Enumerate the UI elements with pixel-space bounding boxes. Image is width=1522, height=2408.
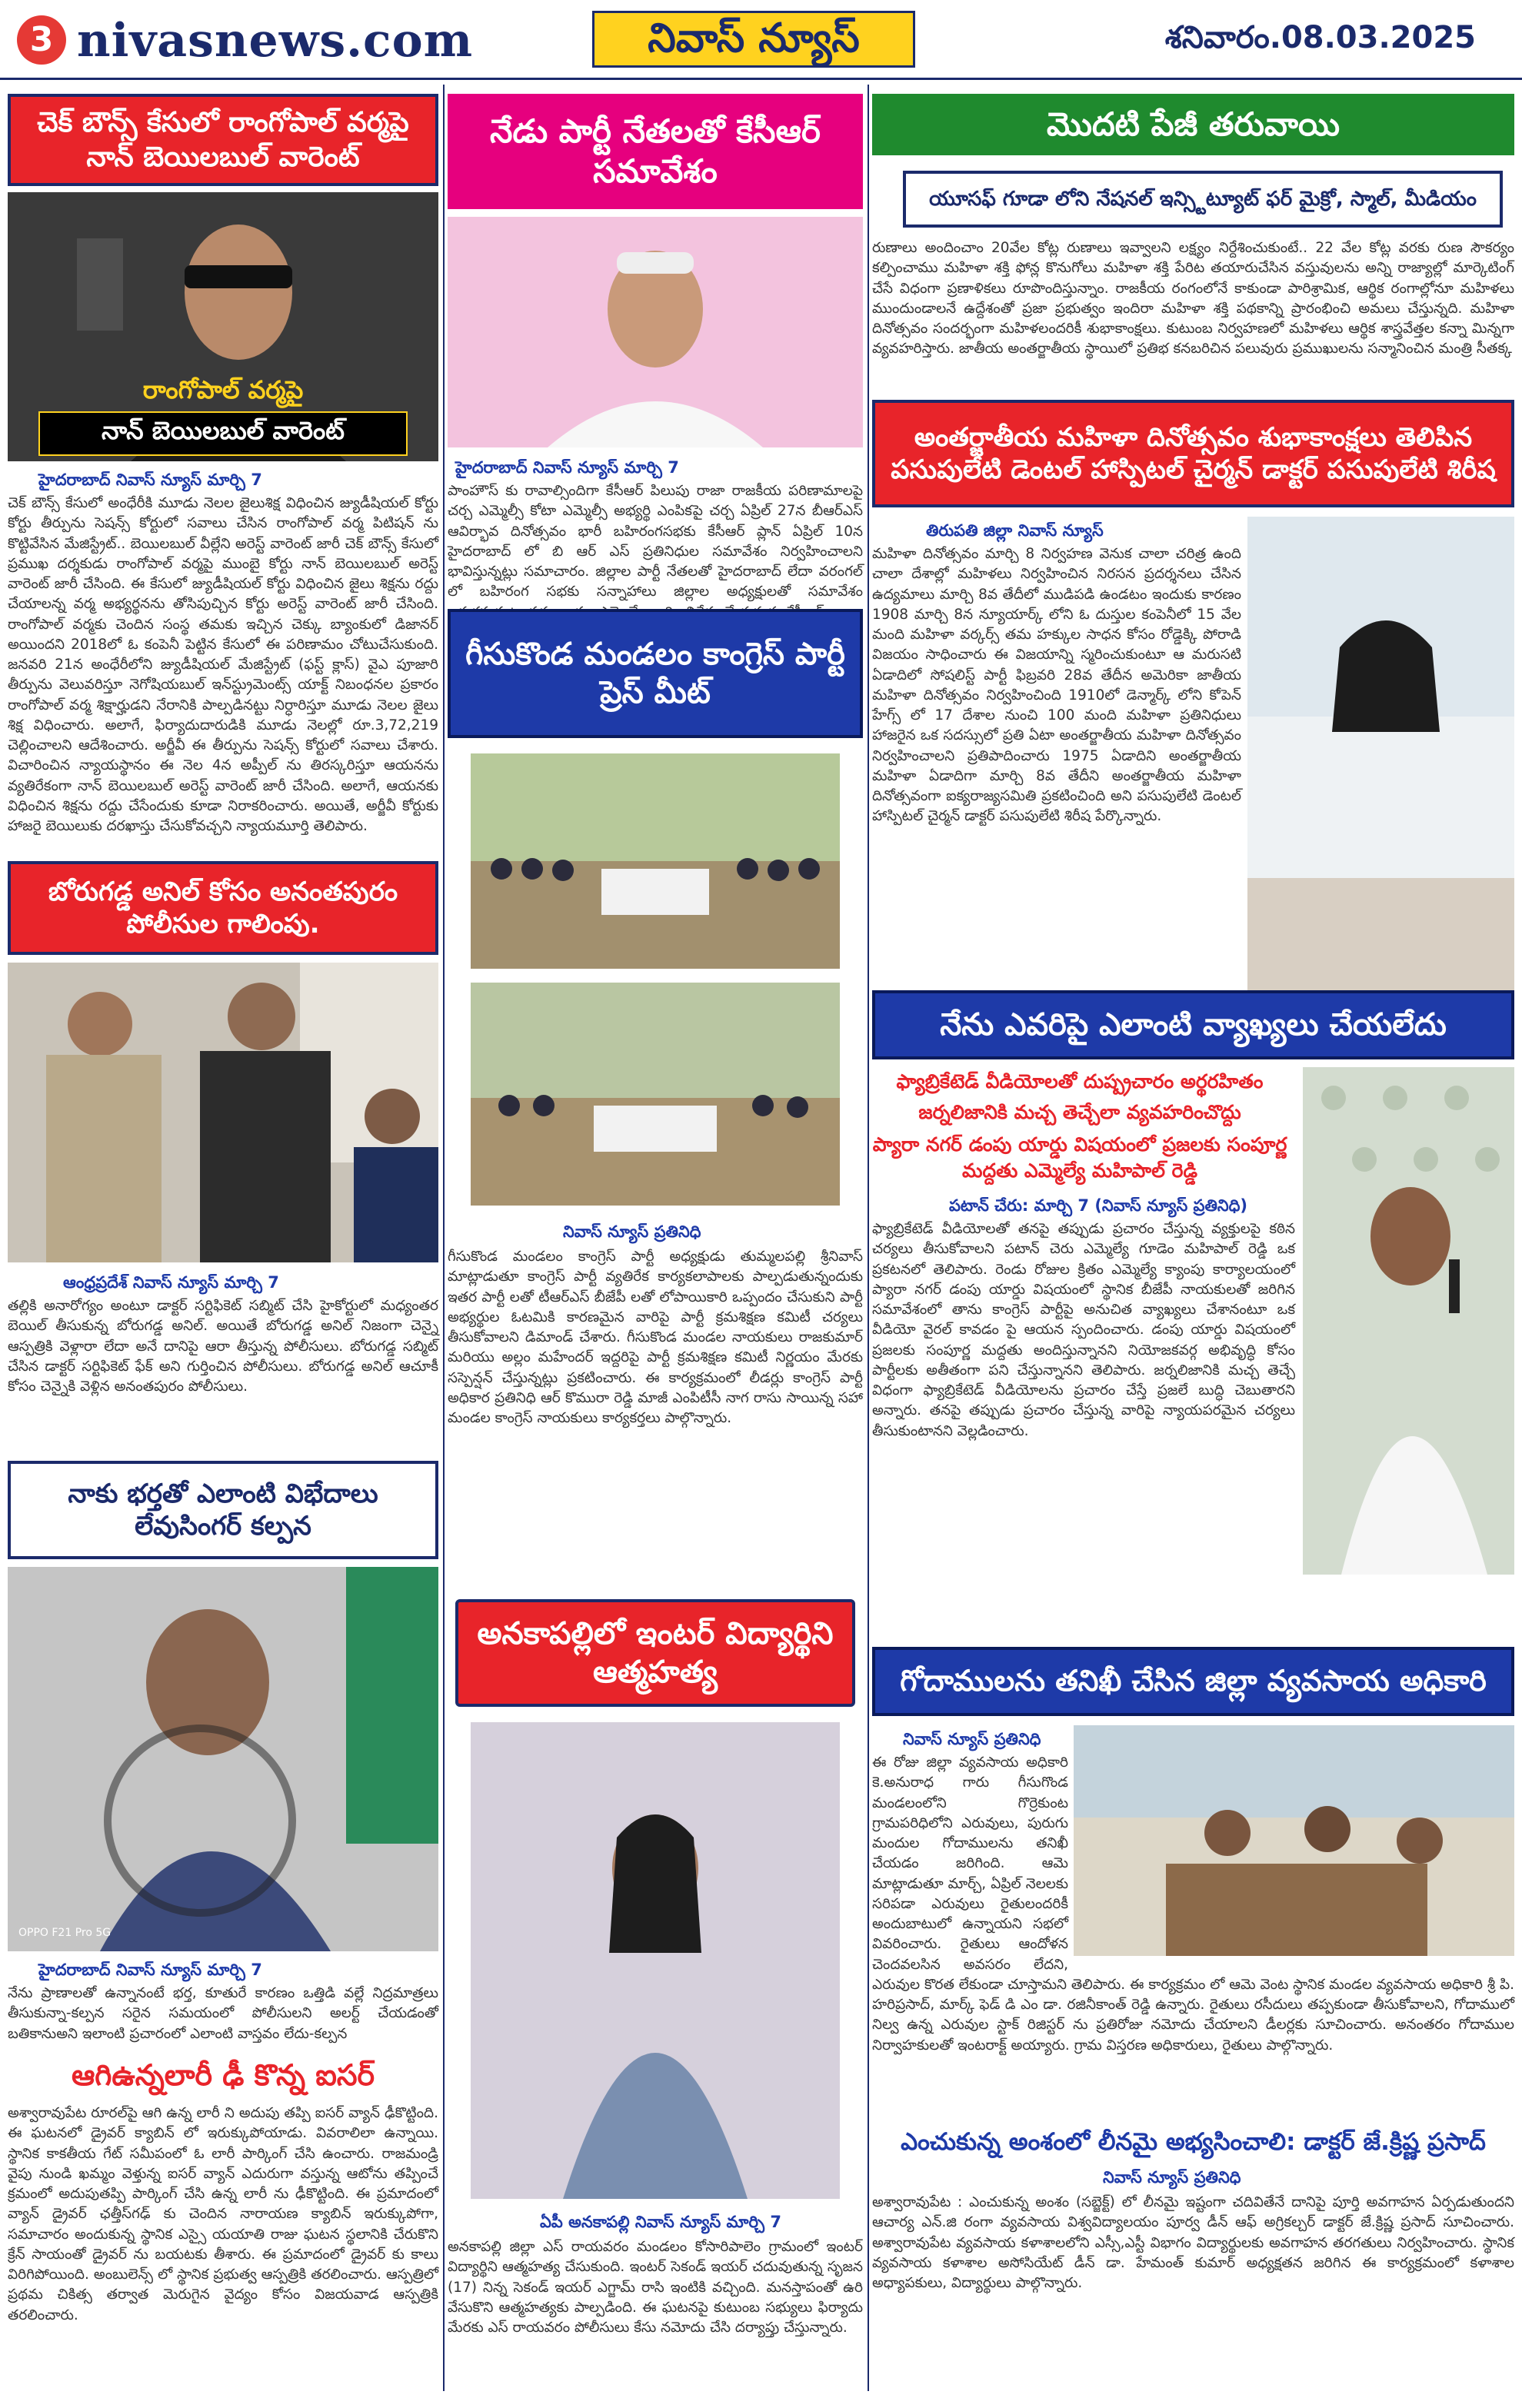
story-borugadda	[8, 861, 438, 1461]
hospital-photo-icon	[8, 1567, 438, 1951]
news-photo	[1247, 517, 1514, 993]
site-name[interactable]: nivasnews.com	[77, 14, 474, 68]
story-body: పాంహౌస్ కు రావాల్సిందిగా కేసీఆర్ పిలుపు రాజా రాజకీయ పరిణామాలపై చర్చ ఎమ్మెల్సీ కోటా ఎమ్మెల్సీ అభ్యర్థి ఎంపికపై చర్చ ఏప్రిల్ 27న బీఆర్ఎస్ ఆవిర్భావ దినోత్సవం భారీ బహిరంగసభకు కేసీఆర్ ప్లాన్ ఏప్రిల్ 10న హైదరాబాద్ లో బి ఆర్ ఎస్ ప్రతినిధుల సమావేశం నిర్వహించాలని భావిస్తున్నట్లు సమాచారం. జిల్లాల పార్టీ నేతలతో హైదరాబాద్ లేదా వరంగల్ లో బహిరంగ సభకు సన్నాహాలు జిల్లాల అధ్యక్షులతో సమావేశం	[448, 483, 863, 600]
story-kcr-meeting	[448, 94, 863, 601]
story-seethakka	[872, 94, 1514, 409]
headline[interactable]: గోదాములను తనిఖీ చేసిన జిల్లా వ్యవసాయ అధికారి	[872, 1647, 1514, 1716]
news-photo	[8, 192, 438, 461]
dateline: ఏపీ అనకాపల్లి నివాస్ న్యూస్ మార్చి 7	[540, 2213, 781, 2231]
sub-headline: ఎంచుకున్న అంశంలో లీనమై అభ్యసించాలి: డాక్టర్ జే.క్రిష్ణ ప్రసాద్	[901, 2128, 1486, 2156]
story-body: చెక్ బౌన్స్ కేసులో అంధేరీకి మూడు నెలల జైలుశిక్ష విధించిన జ్యుడీషియల్ కోర్టు కోర్టు తీర్పును సెషన్స్ కోర్టులో సవాలు చేసిన రాంగోపాల్ వర్మ పిటిషన్ ను కొట్టివేసిన మేజిస్ట్రేట్.. బెయిలబుల్ వీల్లేని అరెస్ట్ వారెంట్ జారీ చెక్ బౌన్స్ కేసులో ప్రముఖ దర్శకుడు రాంగోపాల్ వర్మపై ముంబై కోర్టు నాన్ బెయిలబుల్ అరెస్ట్ వారెంట్ జారీ చేసింది. ఈ కేసులో జ్యుడీషియల్ కోర్టు విధించిన జైలు శిక్షను రద్దు చేయాలన్న వర్మ అభ్యర్థనను తోసిపుచ్చిన కోర్టు అరెస్ట్ వారెంట్ జారీ చేసింది. రాంగోపాల్ వర్మకు చెందిన సంస్థ తమకు ఇచ్చిన చెక్కు బ్యాంకులో డిజానర్ అయిందని 2018లో ఓ కంపెనీ పెట్టిన కేసులో ఈ పరిణామం చోటుచేసుకుంది. జనవరి 21న అంధేరీలోని జ్యుడీషియల్ మేజిస్ట్రేట్ (ఫస్ట్ క్లాస్) వైఎ పూజారి తీర్పును వెలువరిస్తూ నెగోషియబుల్ ఇన్‌స్ట్రుమెంట్స్ యాక్ట్ నిబంధనల ప్రకారం రాంగోపాల్ వర్మ శిక్షార్హుడని నేరానికి పాల్పడినట్టు నిర్ధారిస్తూ మూడు నెలల జైలు శిక్ష విధించారు. అలాగే, ఫిర్యాదుదారుడికి మూడు నెలల్లో రూ.3,72,219 చెల్లించాలని ఆదేశించారు. అర్జీవీ ఈ తీర్పును సెషన్స్ కోర్టులో సవాలు చేశారు. విచారించిన న్యాయస్థానం ఈ నెల 4న అప్పీల్ ను తిరస్కరిస్తూ ఆయనను వ్యతిరేకంగా నాన్ బెయిలబుల్ అరెస్ట్ వారెంట్ జారీ చేసింది. అలాగే, ఆయనకు విధించిన శిక్షను రద్దు చేసేందుకు కూడా నిరాకరించారు. అయితే, అర్జీవీ కోర్టుకు హాజరై బెయిలుకు దరఖాస్తు చేసుకోవచ్చని న్యాయమూర్తి తెలిపారు.	[8, 495, 438, 835]
dateline: నివాస్ న్యూస్ ప్రతినిధి	[563, 1222, 701, 1241]
headline[interactable]: అంతర్జాతీయ మహిళా దినోత్సవం శుభాకాంక్షలు తెలిపిన పసుపులేటి డెంటల్ హాస్పిటల్ చైర్మన్ డాక్టర్ పసుపులేటి శిరీష	[872, 400, 1514, 507]
story-body: మహిళా దినోత్సవం మార్చి 8 నిర్వహణ వెనుక చాలా చరిత్ర ఉంది చాలా దేశాల్లో మహిళలు నిర్వహించిన నిరసన ప్రదర్శనలు చేసిన ఉద్యమాలు మార్చి 8వ తేదీలో ముడిపడి ఉండటం ఇందుకు కారణం 1908 మార్చి 8న న్యూయార్క్ లోని ఓ దుస్తుల కంపెనీలో 15 వేల మంది మహిళా వర్కర్స్ తమ హక్కుల సాధన కోసం రోడ్డెక్కి పోరాడి విజయం సాధించారు ఈ విజయాన్ని స్మరించుకుంటూ ఆ మరుసటి ఏడాదిలో సోషలిస్ట్ పార్టీ ఫిబ్రవరి 28వ తేదీన అమెరికా జాతీయ మహిళా దినోత్సవం నిర్వహించింది 1910లో డెన్మార్క్ లోని కోపెన్ హేగ్స్ లో 17 దేశాల నుంచి 100 మంది మహిళా ప్రతినిధులు హాజరైన ఒక సదస్సులో ప్రతి ఏటా అంతర్జాతీయ మహిళా దినోత్సవం నిర్వహించాలని ప్రతిపాదించారు 1975 ఏడాదిని అంతర్జాతీయ మహిళా ఏడాదిగా మార్చి 8వ తేదీని అంతర్జాతీయ మహిళా దినోత్సవంగా ఐక్యరాజ్యసమితి ప్రకటించింది అని పసుపులేటి డెంటల్ హాస్పిటల్ చైర్మన్ డాక్టర్ పసుపులేటి శిరీష పేర్కొన్నారు.	[872, 546, 1241, 825]
headline[interactable]: యూసఫ్ గూడా లోని నేషనల్ ఇన్స్టిట్యూట్ ఫర్ మైక్రో, స్మాల్, మీడియం	[903, 171, 1503, 228]
story-body: నేను ప్రాణాలతో ఉన్నానంటే భర్త, కూతురే కారణం ఒత్తిడి వల్లే నిద్రమాత్రలు తీసుకున్నా-కల్పన సరైన సమయంలో పోలీసులని అలర్ట్ చేయడంతో బతికానుఅని ఇలాంటి ప్రచారంలో ఎలాంటి వాస్తవం లేదు-కల్పన	[8, 1985, 438, 2042]
dateline: హైదరాబాద్ నివాస్ న్యూస్ మార్చి 7	[38, 471, 262, 489]
leader-photo-icon	[448, 217, 863, 447]
news-photo	[8, 1567, 438, 1951]
dateline: ఆంధ్రప్రదేశ్ నివాస్ న్యూస్ మార్చి 7	[63, 1273, 279, 1292]
news-photo	[8, 963, 438, 1262]
story-mahipal-reddy	[872, 990, 1514, 1667]
sub-headline: జర్నలిజానికి మచ్చ తెచ్చేలా వ్యవహరించొద్దు	[918, 1101, 1241, 1123]
story-body: ఫ్యాబ్రికేటెడ్ వీడియోలతో తనపై తప్పుడు ప్రచారం చేస్తున్న వ్యక్తులపై కఠిన చర్యలు తీసుకోవాలని పటాన్ చెరు ఎమ్మెల్యే గూడెం మహిపాల్ రెడ్డి ఒక ప్రకటనలో తెలిపారు. రెండు రోజుల క్రితం ఎమ్మెల్యే క్యాంపు కార్యాలయంలో ప్యారా నగర్ డంపు యార్డు విషయంలో స్థానిక బీజేపీ నాయకులతో జరిగిన సమావేశంలో తాను కాంగ్రెస్ పార్టీపై అనుచిత వ్యాఖ్యలు చేశానంటూ ఒక వీడియో వైరల్ కావడం పై ఆయన స్పందించారు. డంపు యార్డు విషయంలో ప్రజలకు సంపూర్ణ మద్దతు అందిస్తున్నానని నియోజకవర్గ అభివృద్ధి కోసం పార్టీలకు అతీతంగా పని చేస్తున్నానని తెలిపారు. జర్నలిజానికి మచ్చ తెచ్చే విధంగా ఫ్యాబ్రికేటెడ్ వీడియోలను ప్రచారం చేస్తే ప్రజలే బుద్ధి చెబుతారని అన్నారు. తనపై తప్పుడు ప్రచారం చేస్తున్న వారిపై న్యాయపరమైన చర్యలు తీసుకుంటానని వెల్లడించారు.	[872, 1221, 1295, 1439]
crowd-photo-icon	[471, 983, 840, 1206]
news-photo	[471, 753, 840, 969]
crowd-photo-icon	[471, 753, 840, 969]
headline[interactable]: గీసుకొండ మండలం కాంగ్రెస్ పార్టీ ప్రెస్ మీట్	[448, 609, 863, 738]
kicker-headline[interactable]: మొదటి పేజీ తరువాయి	[872, 94, 1514, 155]
dateline: నివాస్ న్యూస్ ప్రతినిధి	[1103, 2168, 1241, 2187]
story-body: తల్లికి అనారోగ్యం అంటూ డాక్టర్ సర్టిఫికెట్ సబ్మిట్ చేసి హైకోర్టులో మధ్యంతర బెయిల్ తీసుకున్న బోరుగడ్డ అనిల్. అయితే బోరుగడ్డ అనిల్ నిజంగా చెన్నై ఆస్పత్రికి వెళ్లారా లేదా అనే దానిపై ఆరా తీస్తున్న పోలీసులు. బోరుగడ్డ సబ్మిట్ చేసిన డాక్టర్ సర్టిఫికెట్ ఫేక్ అని గుర్తించిన పోలీసులు. బోరుగడ్డ అనిల్ ఆచూకీ కోసం చెన్నైకి వెళ్లిన అనంతపురం పోలీసులు.	[8, 1298, 438, 1395]
photo-watermark: OPPO F21 Pro 5G	[18, 1927, 112, 1939]
photo-spacer	[1068, 1753, 1514, 1961]
dateline: హైదరాబాద్ నివాస్ న్యూస్ మార్చి 7	[38, 1961, 262, 1979]
story-anakapalli	[448, 1599, 863, 2399]
story-rgv	[8, 94, 438, 870]
story-congress-pressmeet	[448, 609, 863, 1601]
paper-name-logo: నివాస్ న్యూస్	[592, 11, 915, 68]
news-photo	[448, 217, 863, 447]
story-lorry-accident	[8, 2054, 438, 2408]
headline[interactable]: చెక్ బౌన్స్ కేసులో రాంగోపాల్ వర్మపై నాన్ బెయిలబుల్ వారెంట్	[8, 94, 438, 186]
headline[interactable]: ఆగిఉన్నలారీ ఢీ కొన్న ఐసర్	[8, 2054, 438, 2097]
photo-caption-line1: రాంగోపాల్ వర్మపై	[142, 375, 304, 404]
story-agri-officer	[872, 1647, 1514, 2406]
story-body: గీసుకొండ మండలం కాంగ్రెస్ పార్టీ అధ్యక్షుడు తుమ్మలపల్లి శ్రీనివాస్ మాట్లాడుతూ కాంగ్రెస్ పార్టీ వ్యతిరేక కార్యకలాపాలకు పాల్పడుతున్నందుకు ఇతర పార్టీ లతో టీఆర్ఎస్ బీజేపీ లతో లోపాయికారి ఒప్పందం చేసుకుని పార్టీ అభ్యర్థుల ఓటమికి కారణమైన వారిపై పార్టీ క్రమశిక్షణ కమిటీ చర్యలు తీసుకోవాలని డిమాండ్ చేశారు. గీసుకొండ మండల నాయకులు రాజకుమార్ మరియు అల్లం మహేందర్ ఇద్దరిపై పార్టీ క్రమశిక్షణ కమిటీ నిర్ణయం మేరకు సస్పెన్షన్ చేస్తున్నట్లు ప్రకటించారు. ఈ కార్యక్రమంలో లీడర్లు కాంగ్రెస్ పార్టీ అధికార ప్రతినిధి ఆర్ కొమురా రెడ్డి మాజీ ఎంపిటీసీ నాగ రాసు సాయిన్న సహా మండల కాంగ్రెస్ నాయకులు కార్యకర్తలు పాల్గొన్నారు.	[448, 1249, 863, 1427]
headline[interactable]: నేడు పార్టీ నేతలతో కేసీఆర్ సమావేశం	[448, 94, 863, 209]
masthead	[0, 0, 1522, 80]
issue-date: శనివారం.08.03.2025	[1164, 20, 1476, 55]
headline[interactable]: అనకాపల్లిలో ఇంటర్ విద్యార్థిని ఆత్మహత్య	[455, 1599, 855, 1707]
dateline: తిరుపతి జిల్లా నివాస్ న్యూస్	[926, 521, 1104, 540]
mla-photo-icon	[1303, 1067, 1514, 1575]
dateline: నివాస్ న్యూస్ ప్రతినిధి	[903, 1730, 1041, 1748]
dateline: పటాన్ చేరు: మార్చి 7 (నివాస్ న్యూస్ ప్రతినిధి)	[949, 1196, 1248, 1215]
headline[interactable]: నాకు భర్తతో ఎలాంటి విభేదాలు లేవుసింగర్ కల్పన	[8, 1461, 438, 1559]
story-body: అనకాపల్లి జిల్లా ఎస్ రాయవరం మండలం కోసారిపాలెం గ్రామంలో ఇంటర్ విద్యార్థిని ఆత్మహత్య చేసుకుంది. ఇంటర్ సెకండ్ ఇయర్ చదువుతున్న సృజన (17) నిన్న సెకండ్ ఇయర్ ఎగ్జామ్ రాసి ఇంటికి వచ్చింది. మనస్తాపంతో ఉరి వేసుకొని ఆత్మహత్యకు పాల్పడింది. ఈ ఘటనపై కుటుంబ సభ్యులు ఫిర్యాదు మేరకు ఎస్ రాయవరం పోలీసులు కేసు నమోదు చేసి దర్యాప్తు చేస్తున్నారు.	[448, 2239, 863, 2336]
doctor-photo-icon	[1247, 517, 1514, 993]
column-divider	[443, 85, 445, 2391]
photo-caption-line2: నాన్ బెయిలబుల్ వారెంట్	[38, 411, 408, 456]
student-photo-icon	[471, 1722, 840, 2199]
story-body: రుణాలు అందించాం 20వేల కోట్ల రుణాలు ఇవ్వాలని లక్ష్యం నిర్దేశించుకుంటే.. 22 వేల కోట్ల వరకు రుణ సౌకర్యం కల్పించాము మహిళా శక్తి ఫోన్ల కొనుగోలు మహిళా శక్తి పేరిట తయారుచేసిన వస్తువులను అన్ని రాజ్యాల్లో మార్కెటింగ్ చేసే విధంగా ప్రణాళికలు రూపొందిస్తున్నాం. రాజకీయ రంగంలోనే కాకుండా పారిశ్రామిక, ఆర్థిక రంగాల్లోనూ మహిళలు ముందుండాలనే ఉద్దేశంతో ప్రజా ప్రభుత్వం ఇందిరా మహిళా శక్తి పథకాన్ని ప్రారంభించి అమలు చేస్తున్నది. మహిళా దినోత్సవం సందర్భంగా మహిళలందరికీ శుభాకాంక్షలు. కుటుంబ నిర్వహణలో మహిళలు ఆర్థిక శాస్త్రవేత్తల కన్నా మిన్నగా వ్యవహరిస్తారు. జాతీయ అంతర్జాతీయ స్థాయిలో ప్రతిభ కనబరిచిన పలువురు ప్రముఖులను సన్మానించిన మంత్రి సీతక్క	[872, 240, 1514, 358]
dateline: హైదరాబాద్ నివాస్ న్యూస్ మార్చి 7	[455, 458, 679, 477]
sub-headline: ఫ్యాబ్రికేటెడ్ వీడియోలతో దుష్ప్రచారం అర్థరహితం	[896, 1070, 1264, 1093]
headline[interactable]: బోరుగడ్డ అనిల్ కోసం అనంతపురం పోలీసుల గాలింపు.	[8, 861, 438, 955]
news-photo	[1303, 1067, 1514, 1575]
headline[interactable]: నేను ఎవరిపై ఎలాంటి వ్యాఖ్యలు చేయలేదు	[872, 990, 1514, 1059]
sub-headline: ప్యారా నగర్ డంపు యార్డు విషయంలో ప్రజలకు సంపూర్ణ మద్దతు ఎమ్మెల్యే మహిపాల్ రెడ్డి	[872, 1133, 1287, 1182]
story-body: అశ్వారావుపేట రూరల్‌పై ఆగి ఉన్న లారీ ని అదుపు తప్పి ఐసర్ వ్యాన్ ఢీకొట్టింది. ఈ ఘటనలో డ్రైవర్ క్యాబిన్ లో ఇరుక్కుపోయాడు. వివరాలిలా ఉన్నాయి. స్థానిక కాకతీయ గేట్ సమీపంలో ఓ లారీ పార్కింగ్ చేసి ఉంచారు. రాజమండ్రి వైపు నుండి ఖమ్మం వెళ్తున్న ఐసర్ వ్యాన్ ఎదురుగా వస్తున్న ఆటోను తప్పించే క్రమంలో అదుపుతప్పి పార్కింగ్ చేసి ఉన్న లారీ ను ఢీకొట్టింది. ఈ ప్రమాదంలో వ్యాన్ డ్రైవర్ ఛత్తీస్‌గఢ్ కు చెందిన నారాయణ క్యాబిన్ ఇరుక్కుపోగా, సమాచారం అందుకున్న స్థానిక ఎస్సై యయాతి రాజు ఘటన స్థలానికి చేరుకొని క్రేన్ సాయంతో డ్రైవర్ ను బయటకు తీశారు. ఈ ప్రమాదంలో డ్రైవర్ కు కాలు విరిగిపోయింది. అంబులెన్స్ లో స్థానిక ప్రభుత్వ ఆస్పత్రికి తరలించారు. ఆస్పత్రిలో ప్రథమ చికిత్స తర్వాత మెరుగైన వైద్యం కోసం విజయవాడ ఆస్పత్రికి తరలించారు.	[8, 2105, 438, 2323]
story-singer-kalpana	[8, 1461, 438, 2091]
column-divider	[868, 85, 869, 2391]
story-dental-hospital	[872, 400, 1514, 1046]
story-body: అశ్వారావుపేట : ఎంచుకున్న అంశం (సబ్జెక్ట్) లో లీనమై ఇష్టంగా చదివితేనే దానిపై పూర్తి అవగాహన ఏర్పడుతుందని ఆచార్య ఎన్.జి రంగా వ్యవసాయ విశ్వవిద్యాలయం పూర్వ డీన్ ఆఫ్ అగ్రికల్చర్ డాక్టర్ జే.క్రిష్ణ ప్రసాద్ సూచించారు. అశ్వారావుపేట వ్యవసాయ కళాశాలలోని ఎస్సీ,ఎస్టీ విభాగం విద్యార్థులకు అవగాహన తరగతులు నిర్వహించారు. స్థానిక వ్యవసాయ కళాశాల అసోసియేట్ డీన్ డా. హేమంత్ కుమార్ అధ్యక్షతన జరిగిన ఈ కార్యక్రమంలో కళాశాల అధ్యాపకులు, విద్యార్థులు పాల్గొన్నారు.	[872, 2194, 1514, 2292]
news-photo	[471, 1722, 840, 2199]
story-body: ఈ రోజు జిల్లా వ్యవసాయ అధికారి కె.అనురాధ గారు గీసుగొండ మండలంలోని గొర్రెకుంట గ్రామపరిధిలోని ఎరువులు, పురుగు మందుల గోదాములను తనిఖీ చేయడం జరిగింది. ఆమె మాట్లాడుతూ మార్చ్, ఏప్రిల్ నెలలకు సరిపడా ఎరువులు రైతులందరికీ అందుబాటులో ఉన్నాయని సభలో వివరించారు. రైతులు ఆందోళన చెందవలసిన అవసరం లేదని, ఎరువుల కొరత లేకుండా చూస్తామని తెలిపారు. ఈ కార్యక్రమం లో ఆమె వెంట స్థానిక మండల వ్యవసాయ అధికారి శ్రీ పి. హరిప్రసాద్, మార్క్ ఫెడ్ డి ఎం డా. రజినీకాంత్ రెడ్డి ఉన్నారు. రైతులు రసీదులు తప్పకుండా తీసుకోవాలని, గోదాములో నిల్వ ఉన్న ఎరువుల స్టాక్ రిజిస్టర్ ను ప్రతిరోజు నమోదు చేయాలని డీలర్లకు సూచించారు. అనంతరం గోదాముల నిర్వాహకులతో ఇంటరాక్ట్ అయ్యారు. గ్రామ విస్తరణ అధికారులు, రైతులు పాల్గొన్నారు.	[872, 1754, 1514, 2054]
news-photo	[471, 983, 840, 1206]
page-number: 3	[17, 15, 66, 65]
police-photo-icon	[8, 963, 438, 1262]
